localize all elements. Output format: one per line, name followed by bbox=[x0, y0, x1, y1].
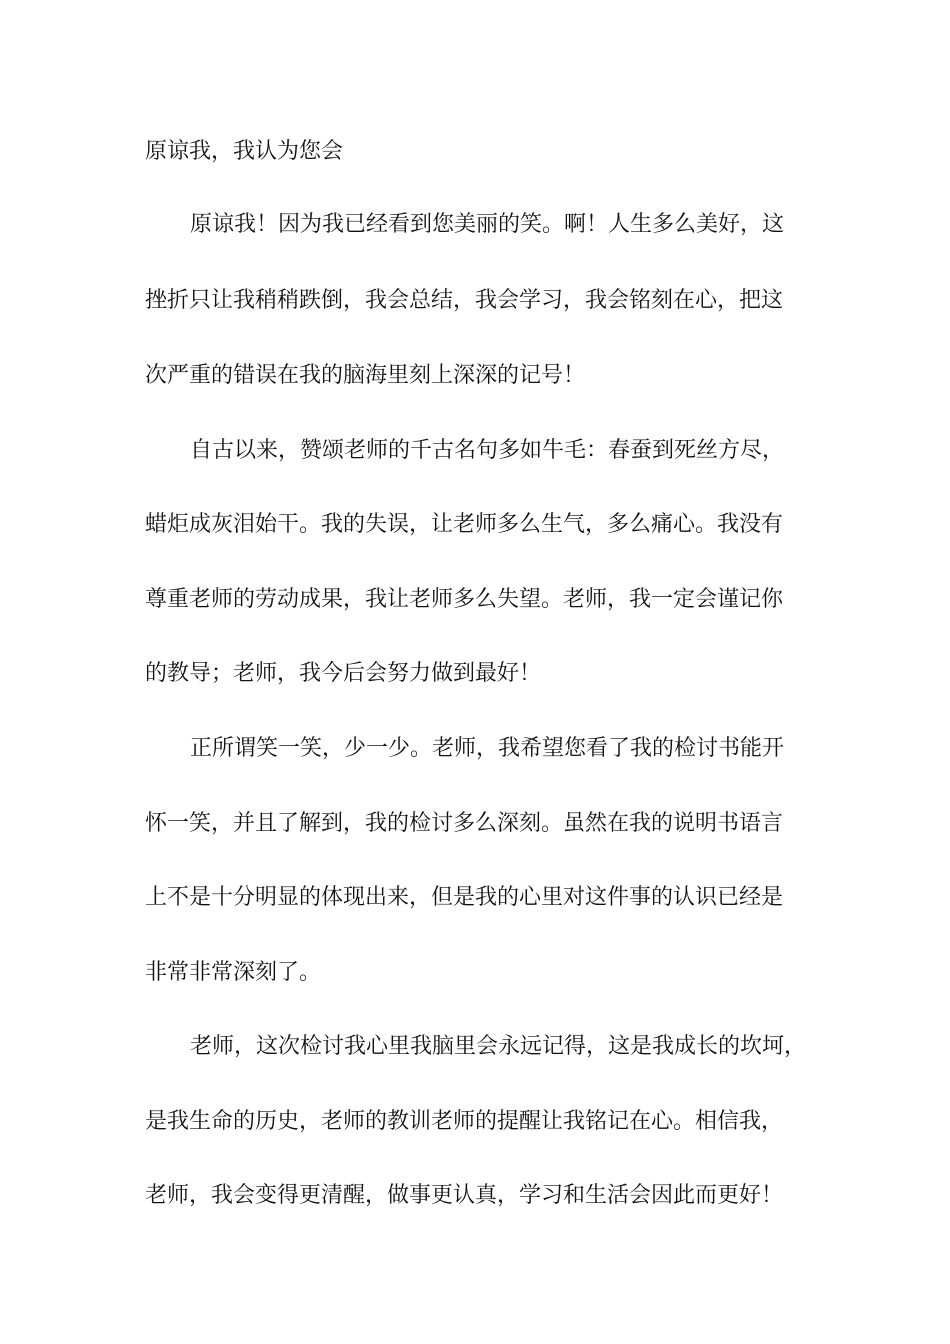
text-line-3: 挫折只让我稍稍跌倒，我会总结，我会学习，我会铭刻在心，把这 bbox=[145, 288, 784, 313]
text-line-8: 的教导；老师，我今后会努力做到最好！ bbox=[145, 661, 542, 686]
text-line-15: 老师，我会变得更清醒，做事更认真，学习和生活会因此而更好！ bbox=[145, 1183, 784, 1208]
text-line-6: 蜡炬成灰泪始干。我的失误，让老师多么生气，多么痛心。我没有 bbox=[145, 512, 784, 537]
text-line-10: 怀一笑，并且了解到，我的检讨多么深刻。虽然在我的说明书语言 bbox=[145, 811, 784, 836]
text-line-9: 正所谓笑一笑，少一少。老师，我希望您看了我的检讨书能开 bbox=[190, 736, 785, 761]
text-line-14: 是我生命的历史，老师的教训老师的提醒让我铭记在心。相信我， bbox=[145, 1109, 784, 1134]
text-line-11: 上不是十分明显的体现出来，但是我的心里对这件事的认识已经是 bbox=[145, 885, 784, 910]
text-line-4: 次严重的错误在我的脑海里刻上深深的记号！ bbox=[145, 363, 586, 388]
text-line-5: 自古以来，赞颂老师的千古名句多如牛毛：春蚕到死丝方尽， bbox=[190, 438, 785, 463]
text-line-13: 老师，这次检讨我心里我脑里会永远记得，这是我成长的坎坷， bbox=[190, 1034, 807, 1059]
text-line-7: 尊重老师的劳动成果，我让老师多么失望。老师，我一定会谨记你 bbox=[145, 587, 784, 612]
text-line-1: 原谅我，我认为您会 bbox=[145, 139, 344, 164]
text-line-12: 非常非常深刻了。 bbox=[145, 960, 322, 985]
text-line-2: 原谅我！因为我已经看到您美丽的笑。啊！人生多么美好，这 bbox=[190, 212, 785, 237]
